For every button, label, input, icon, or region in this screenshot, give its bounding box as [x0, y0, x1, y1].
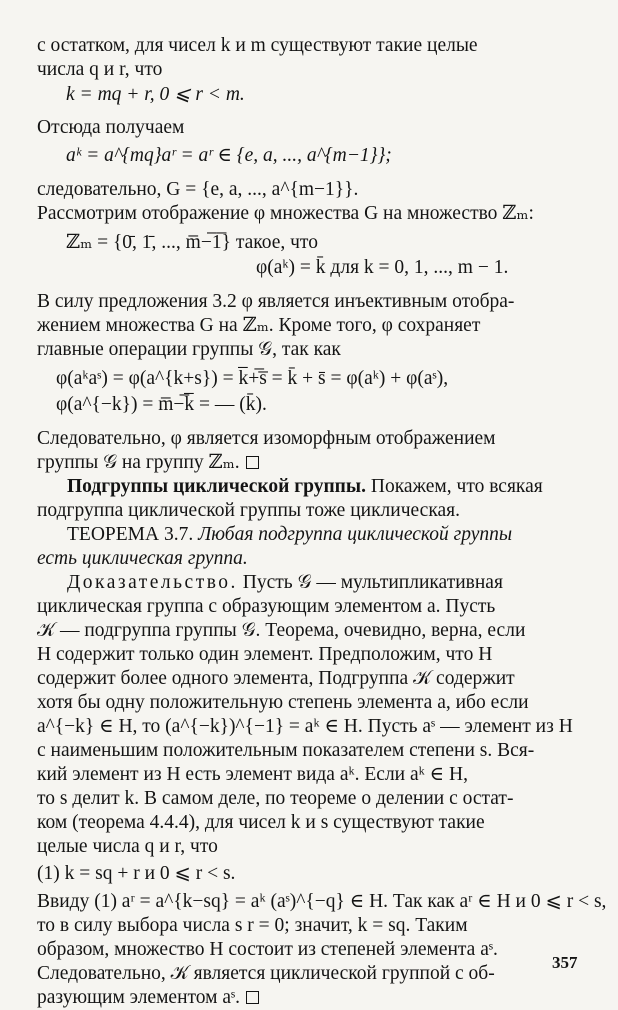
text-line: Следовательно, 𝒦 является циклической группой с об- [37, 963, 495, 984]
text-line: Следовательно, φ является изоморфным отображением [37, 428, 496, 449]
text-line: 𝒦 — подгруппа группы 𝒢. Теорема, очевидно, верна, если [37, 620, 526, 641]
text-line: Рассмотрим отображение φ множества G на множество ℤₘ: [37, 203, 534, 224]
text-line: то в силу выбора числа s r = 0; значит, k = sq. Таким [37, 915, 468, 936]
text-line: целые числа q и r, что [37, 836, 218, 857]
text-line: главные операции группы 𝒢, так как [37, 339, 341, 360]
text-fragment: группы 𝒢 на группу ℤₘ. [37, 452, 240, 473]
text-line: с наименьшим положительным показателем степени s. Вся- [37, 740, 535, 761]
formula: φ(aᵏaˢ) = φ(a^{k+s}) = k̅+̅s̅ = k̄ + s̄ = φ(aᵏ) + φ(aˢ), [56, 368, 449, 389]
text-line [37, 451, 581, 475]
page-number: 357 [552, 953, 578, 972]
text-line: хотя бы одну положительную степень элемента a, ибо если [37, 692, 529, 713]
text-line: Отсюда получаем [37, 117, 185, 138]
text-line [67, 475, 581, 499]
theorem-line [67, 523, 581, 547]
text-line: следовательно, G = {e, a, ..., a^{m−1}}. [37, 179, 359, 200]
text-line: содержит более одного элемента, Подгруппа 𝒦 содержит [37, 668, 515, 689]
theorem-label: ТЕОРЕМА 3.7. [67, 524, 194, 545]
section-heading: Подгруппы циклической группы. [67, 476, 367, 497]
text-line: подгруппа циклической группы тоже циклическая. [37, 500, 461, 521]
formula: k = mq + r, 0 ⩽ r < m. [66, 84, 245, 105]
text-line: числа q и r, что [37, 59, 163, 80]
text-line: образом, множество H состоит из степеней элемента aˢ. [37, 939, 498, 960]
text-fragment: Пусть 𝒢 — мультипликативная [237, 572, 503, 593]
formula: aᵏ = a^{mq}aʳ = aʳ ∈ {e, a, ..., a^{m−1}}; [66, 145, 392, 166]
text-fragment: разующим элементом aˢ. [37, 987, 241, 1008]
theorem-text: Любая подгруппа циклической группы [193, 524, 513, 545]
text-line: H содержит только один элемент. Предположим, что H [37, 644, 493, 665]
formula: φ(aᵏ) = k̄ для k = 0, 1, ..., m − 1. [256, 257, 509, 278]
text-line: циклическая группа с образующим элементом a. Пусть [37, 596, 496, 617]
text-fragment: Покажем, что всякая [366, 476, 543, 497]
proof-label: Доказательство. [67, 572, 238, 593]
text-line: с остатком, для чисел k и m существуют такие целые [37, 35, 478, 56]
text-line: a^{−k} ∈ H, то (a^{−k})^{−1} = aᵏ ∈ H. Пусть aˢ — элемент из H [37, 716, 573, 737]
text-line: кий элемент из H есть элемент вида aᵏ. Если aᵏ ∈ H, [37, 764, 468, 785]
theorem-text: есть циклическая группа. [37, 548, 248, 569]
text-line: Ввиду (1) aʳ = a^{k−sq} = aᵏ (aˢ)^{−q} ∈ H. Так как aʳ ∈ H и 0 ⩽ r < s, [37, 891, 607, 912]
text-line [67, 571, 581, 595]
text-line: то s делит k. В самом деле, по теореме о делении с остат- [37, 788, 514, 809]
text-line: ком (теорема 4.4.4), для чисел k и s существуют такие [37, 812, 485, 833]
formula: (1) k = sq + r и 0 ⩽ r < s. [37, 863, 236, 884]
formula: φ(a^{−k}) = m̅−̅k̅ = — (k̄). [56, 394, 267, 415]
text-line: жением множества G на ℤₘ. Кроме того, φ сохраняет [37, 315, 481, 336]
text-line: В силу предложения 3.2 φ является инъективным отобра- [37, 291, 515, 312]
qed-square-icon [246, 456, 259, 469]
text-line [37, 986, 581, 1010]
formula: ℤₘ = {0̄, 1̄, ..., m̅−̅1̅} такое, что [66, 232, 318, 253]
qed-square-icon [246, 991, 259, 1004]
